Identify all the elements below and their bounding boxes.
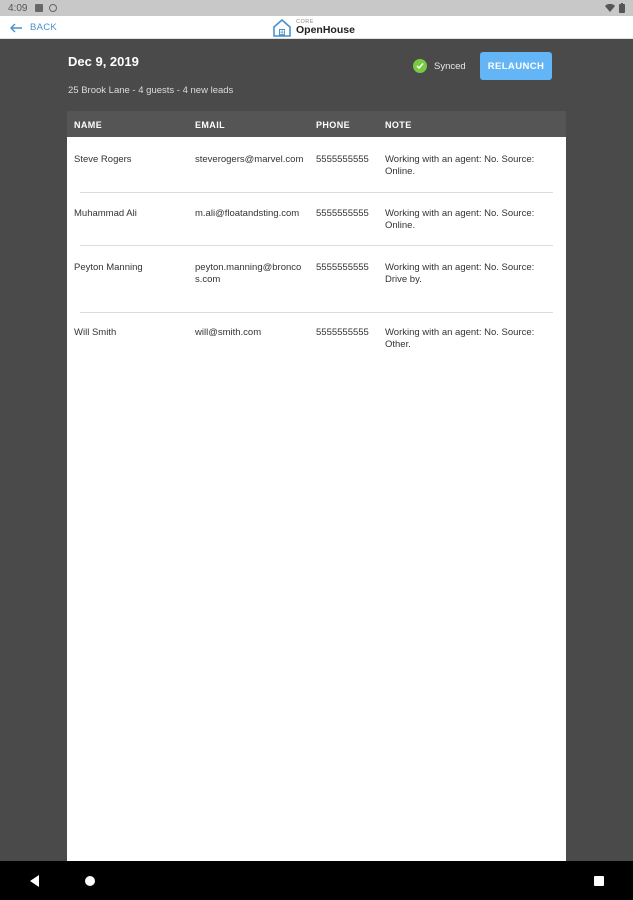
leads-panel (67, 39, 566, 861)
row-divider (80, 192, 553, 193)
battery-icon (619, 3, 625, 13)
guest-note: Working with an agent: No. Source: Online. (385, 208, 535, 231)
guest-email: will@smith.com (195, 327, 262, 338)
guest-phone: 5555555555 (316, 208, 369, 219)
wifi-icon (605, 4, 615, 12)
guest-email: m.ali@floatandsting.com (195, 208, 300, 219)
app-logo (272, 16, 355, 39)
row-divider (80, 312, 553, 313)
logo-main-text: OpenHouse (296, 24, 355, 36)
house-icon (272, 19, 292, 37)
nav-back-icon[interactable] (30, 875, 39, 887)
nav-recents-icon[interactable] (594, 876, 604, 886)
logo-small-text: CORE (296, 18, 314, 25)
guest-name: Will Smith (74, 327, 117, 338)
guest-name: Steve Rogers (74, 154, 132, 165)
sync-status-label: Synced (434, 60, 466, 72)
guest-phone: 5555555555 (316, 154, 369, 165)
app-header (0, 16, 633, 39)
check-circle-icon (413, 59, 427, 73)
relaunch-button[interactable]: RELAUNCH (480, 52, 552, 80)
event-summary (67, 39, 566, 111)
column-header-email: EMAIL (195, 120, 225, 130)
column-header-name: NAME (74, 120, 103, 130)
guest-name: Muhammad Ali (74, 208, 137, 219)
sync-status (413, 59, 466, 73)
column-header-phone: PHONE (316, 120, 351, 130)
status-time: 4:09 (8, 2, 28, 14)
row-divider (80, 245, 553, 246)
back-button[interactable] (10, 16, 57, 39)
guest-note: Working with an agent: No. Source: Online. (385, 154, 535, 177)
guest-email: peyton.manning@broncos.com (195, 262, 302, 285)
guest-phone: 5555555555 (316, 327, 369, 338)
do-not-disturb-icon (49, 4, 57, 12)
guest-phone: 5555555555 (316, 262, 369, 273)
status-bar (0, 0, 633, 16)
system-nav-bar (0, 861, 633, 900)
arrow-left-icon (10, 23, 22, 33)
back-label: BACK (30, 22, 58, 33)
table-header (67, 111, 566, 137)
guest-note: Working with an agent: No. Source: Other. (385, 327, 535, 350)
event-date: Dec 9, 2019 (68, 54, 139, 69)
column-header-note: NOTE (385, 120, 412, 130)
guest-email: steverogers@marvel.com (195, 154, 304, 165)
nav-home-icon[interactable] (85, 876, 95, 886)
battery-saver-icon (35, 4, 43, 12)
guest-name: Peyton Manning (74, 262, 143, 273)
event-subtitle: 25 Brook Lane - 4 guests - 4 new leads (68, 85, 234, 96)
guest-note: Working with an agent: No. Source: Drive by. (385, 262, 535, 285)
